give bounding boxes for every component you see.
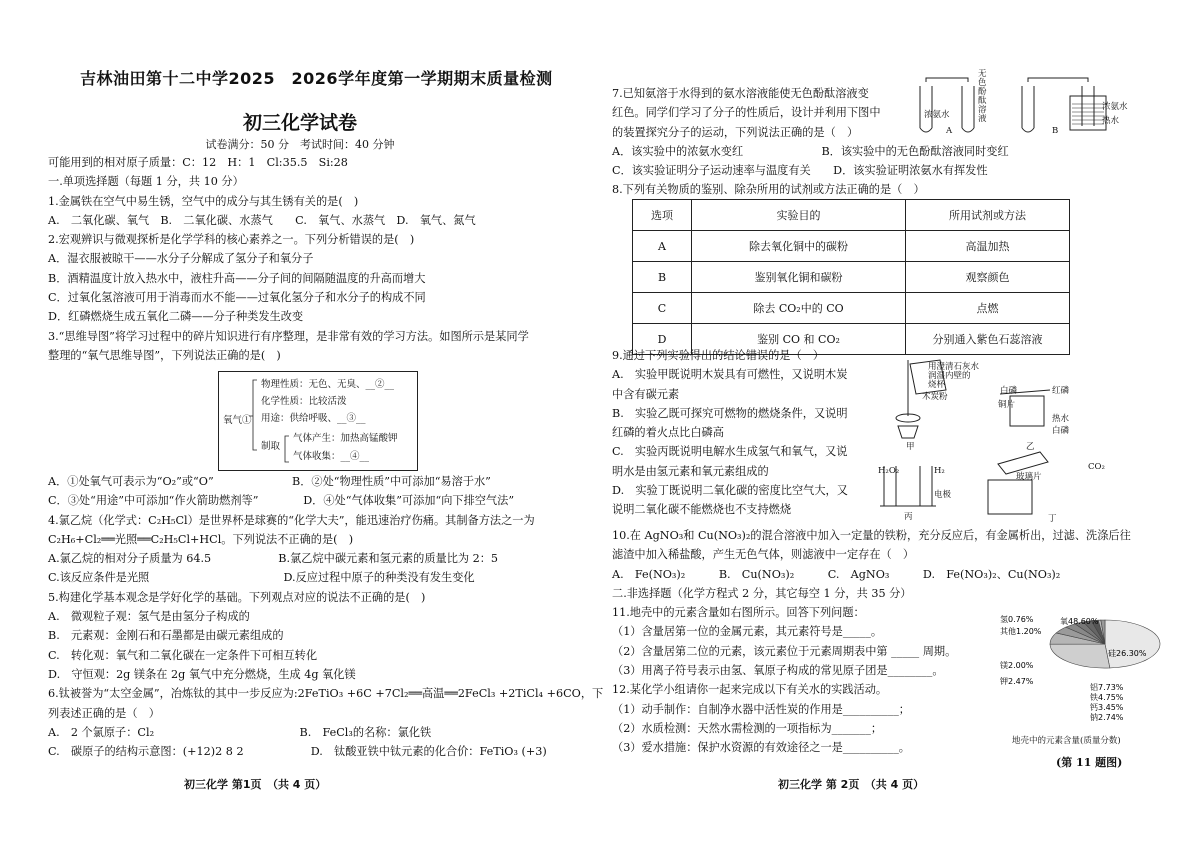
table-cell: B xyxy=(633,262,692,293)
fig9-label: 铜片 xyxy=(998,400,1016,410)
fig7-label: 热水 xyxy=(1102,116,1120,126)
text-line: D. 守恒观：2g 镁条在 2g 氧气中充分燃烧，生成 4g 氧化镁 xyxy=(48,667,356,681)
mindmap-item: 制取 xyxy=(261,441,281,452)
text-line: C．过氧化氢溶液可用于消毒而水不能——过氧化氢分子和水分子的构成不同 xyxy=(48,291,426,305)
text-line: 中含有碳元素 xyxy=(612,387,680,401)
text-line: 说明二氧化碳不能燃烧也不支持燃烧 xyxy=(612,503,792,517)
text-line: A. 实验甲既说明木炭具有可燃性，又说明木炭 xyxy=(612,368,848,382)
text-line: D. 实验丁既说明二氧化碳的密度比空气大，又 xyxy=(612,484,848,498)
fig9-label: CO₂ xyxy=(1088,462,1105,472)
table-cell: 鉴别 CO 和 CO₂ xyxy=(692,324,906,355)
table-header: 所用试剂或方法 xyxy=(906,200,1070,231)
text-line: C. 碳原子的结构示意图：(+12)2 8 2 D. 钛酸亚铁中钛元素的化合价：FeTiO₃ (+3) xyxy=(48,745,547,759)
paper-title: 初三化学试卷 xyxy=(242,112,357,134)
fig9-label: 用澄清石灰水 xyxy=(928,362,980,372)
crust-element-pie-chart xyxy=(1000,604,1180,744)
text-line: C. 实验丙既说明电解水生成氢气和氧气，又说 xyxy=(612,445,848,459)
table-cell: 点燃 xyxy=(906,293,1070,324)
text-line: A．①处氧气可表示为“O₂”或“O” B．②处“物理性质”中可添加“易溶于水” xyxy=(48,475,491,488)
text-line: （3）用离子符号表示由氢、氧原子构成的常见原子团是________。 xyxy=(612,664,944,678)
text-line: C．③处“用途”中可添加“作火箭助燃剂等” D．④处“气体收集”可添加“向下排空气法” xyxy=(48,494,515,508)
mindmap-item: 物理性质：无色、无臭、__②__ xyxy=(261,379,395,390)
pie-label: 氢0.76% xyxy=(1000,615,1034,624)
pie-label: 钠2.74% xyxy=(1090,713,1124,722)
fig9-label-bing: 丙 xyxy=(904,512,913,522)
text-line: 12.某化学小组请你一起来完成以下有关水的实践活动。 xyxy=(612,683,888,697)
fig9-label: 电极 xyxy=(934,490,952,500)
text-line: A. Fe(NO₃)₂ B. Cu(NO₃)₂ C. AgNO₃ D. Fe(NO₃)₂、Cu(NO₃)₂ xyxy=(612,567,1061,581)
fig7-label-a: A xyxy=(946,126,953,136)
text-line: 11.地壳中的元素含量如右图所示。回答下列问题： xyxy=(612,606,865,620)
mindmap-item: 气体收集：__④__ xyxy=(293,451,370,462)
text-line: （1）动手制作：自制净水器中活性炭的作用是__________； xyxy=(612,702,910,716)
text-line: （3）爱水措施：保护水资源的有效途径之一是__________。 xyxy=(612,741,910,755)
table-row xyxy=(633,293,1070,324)
text-line: 滤渣中加入稀盐酸，产生无色气体，则滤液中一定存在（ ） xyxy=(612,548,915,562)
text-line: D．红磷燃烧生成五氧化二磷——分子种类发生改变 xyxy=(48,310,304,324)
mindmap-item: 用途：供给呼吸、__③__ xyxy=(261,413,366,424)
table-row xyxy=(633,262,1070,293)
table-cell: 除去氧化铜中的碳粉 xyxy=(692,231,906,262)
school-title: 吉林油田第十二中学2025 2026学年度第一学期期末质量检测 xyxy=(80,69,553,88)
fig9-label: 白磷 xyxy=(1000,386,1018,396)
fig7-label: 浓氨水 xyxy=(1102,102,1128,112)
text-line: A．该实验中的浓氨水变红 B．该实验中的无色酚酞溶液同时变红 xyxy=(612,144,1009,158)
mindmap-root: 氧气① xyxy=(223,415,252,426)
text-line: C. 转化观：氧气和二氧化碳在一定条件下可相互转化 xyxy=(48,648,318,662)
text-line: 明水是由氢元素和氧元素组成的 xyxy=(612,464,769,478)
text-line: B. 实验乙既可探究可燃物的燃烧条件，又说明 xyxy=(612,406,848,420)
text-line: 红色。同学们学习了分子的性质后，设计并利用下图中 xyxy=(612,106,881,120)
text-line: C．该实验证明分子运动速率与温度有关 D．该实验证明浓氨水有挥发性 xyxy=(612,164,988,178)
table-cell: 分别通入紫色石蕊溶液 xyxy=(906,324,1070,355)
text-line: C.该反应条件是光照 D.反应过程中原子的种类没有发生变化 xyxy=(48,571,475,585)
fig9-label: 白磷 xyxy=(1052,426,1070,436)
text-line: 1.金属铁在空气中易生锈，空气中的成分与其生锈有关的是( ) xyxy=(48,194,359,208)
table-row xyxy=(633,231,1070,262)
footer-right: 初三化学 第 2页 （共 4 页） xyxy=(778,778,925,791)
text-line: 5.构建化学基本观念是学好化学的基础。下列观点对应的说法不正确的是( ) xyxy=(48,590,426,604)
fig9-label-ding: 丁 xyxy=(1048,514,1057,524)
fig9-label: 烧杯 xyxy=(928,380,946,390)
table-cell: 除去 CO₂中的 CO xyxy=(692,293,906,324)
paper-subtitle: 试卷满分：50 分 考试时间：40 分钟 xyxy=(205,138,395,151)
left-column-bottom xyxy=(48,472,604,761)
text-line: 3.“思维导图”将学习过程中的碎片知识进行有序整理，是非常有效的学习方法。如图所示是某同学 xyxy=(48,329,529,343)
text-line: B. 元素观：金刚石和石墨都是由碳元素组成的 xyxy=(48,629,284,643)
text-line: 7.已知氨溶于水得到的氨水溶液能使无色酚酞溶液变 xyxy=(612,87,869,100)
table-cell: 高温加热 xyxy=(906,231,1070,262)
table-header: 选项 xyxy=(633,200,692,231)
text-line: 的装置探究分子的运动，下列说法正确的是（ ） xyxy=(612,125,859,139)
table-cell: A xyxy=(633,231,692,262)
text-line: 可能用到的相对原子质量：C：12 H：1 Cl:35.5 Si:28 xyxy=(48,156,348,169)
text-line: A. 微观粒子观：氢气是由氢分子构成的 xyxy=(48,610,250,624)
pie-label: 铝7.73% xyxy=(1090,683,1124,692)
text-line: 红磷的着火点比白磷高 xyxy=(612,426,724,440)
table-header: 实验目的 xyxy=(692,200,906,231)
table-cell: 鉴别氧化铜和碳粉 xyxy=(692,262,906,293)
left-column-top xyxy=(48,153,593,365)
pie-label: 镁2.00% xyxy=(1000,661,1034,670)
text-line: 一.单项选择题（每题 1 分，共 10 分） xyxy=(48,175,244,189)
text-line: C₂H₆+Cl₂══光照══C₂H₅Cl+HCl。下列说法不正确的是( ) xyxy=(48,532,354,546)
chart-caption: (第 11 题图) xyxy=(1056,756,1123,769)
pie-slice-硅 xyxy=(1050,644,1110,668)
mindmap-item: 化学性质：比较活泼 xyxy=(261,396,347,407)
table-cell: 观察颜色 xyxy=(906,262,1070,293)
question8-table xyxy=(632,199,1070,355)
text-line: 整理的“氧气思维导图”，下列说法正确的是( ) xyxy=(48,348,281,362)
oxygen-mindmap xyxy=(218,371,418,471)
pie-label: 氧48.60% xyxy=(1060,617,1099,626)
chart-title: 地壳中的元素含量(质量分数) xyxy=(1012,736,1121,746)
fig7-label-b: B xyxy=(1052,126,1059,136)
pie-slice-氧 xyxy=(1105,620,1160,668)
question9-text xyxy=(612,346,872,520)
text-line: 8.下列有关物质的鉴别、除杂所用的试剂或方法正确的是（ ） xyxy=(612,183,925,197)
text-line: A. 2 个氯原子：Cl₂ B. FeCl₃的名称：氯化铁 xyxy=(48,725,432,739)
pie-label: 硅26.30% xyxy=(1108,649,1147,658)
text-line: A.氯乙烷的相对分子质量为 64.5 B.氯乙烷中碳元素和氢元素的质量比为 2：5 xyxy=(48,552,499,566)
fig7-label: 无色酚酞溶液 xyxy=(978,69,987,124)
footer-left: 初三化学 第1页 （共 4 页） xyxy=(184,778,327,791)
text-line: （2）水质检测：天然水需检测的一项指标为_______； xyxy=(612,721,883,735)
fig9-label: H₂O₂ xyxy=(878,466,900,476)
fig9-label: 玻璃片 xyxy=(1016,472,1042,482)
fig9-label: 润湿内壁的 xyxy=(928,371,971,381)
text-line: 9.通过下列实验得出的结论错误的是（ ） xyxy=(612,349,825,362)
text-line: A．湿衣服被晾干——水分子分解成了氢分子和氧分子 xyxy=(48,252,314,266)
text-line: B．酒精温度计放入热水中，液柱升高——分子间的间隔随温度的升高而增大 xyxy=(48,271,426,285)
text-line: 列表述正确的是（ ） xyxy=(48,706,160,720)
text-line: （2）含量居第二位的元素，该元素位于元素周期表中第 _____ 周期。 xyxy=(612,644,957,658)
text-line: （1）含量居第一位的金属元素，其元素符号是_____。 xyxy=(612,625,883,639)
fig9-label: 红磷 xyxy=(1052,386,1070,396)
text-line: 6.钛被誉为“太空金属”，冶炼钛的其中一步反应为:2FeTiO₃ +6C +7Cl₂══高温══2FeCl₃ +2TiCl₄ +6CO，下 xyxy=(48,687,604,701)
fig9-label: 热水 xyxy=(1052,414,1070,424)
fig9-label: 木炭粉 xyxy=(922,392,948,402)
text-line: 2.宏观辨识与微观探析是化学学科的核心素养之一。下列分析错误的是( ) xyxy=(48,233,415,247)
table-cell: D xyxy=(633,324,692,355)
fig9-label-jia: 甲 xyxy=(906,442,915,452)
pie-label: 铁4.75% xyxy=(1090,693,1124,702)
fig7-label: 浓氨水 xyxy=(924,110,950,120)
text-line: 10.在 AgNO₃和 Cu(NO₃)₂的混合溶液中加入一定量的铁粉，充分反应后，有金属析出，过滤、洗涤后往 xyxy=(612,529,1131,542)
pie-label: 其他1.20% xyxy=(1000,627,1042,636)
fig9-label-yi: 乙 xyxy=(1026,442,1035,452)
text-line: 二.非选择题（化学方程式 2 分，其它每空 1 分，共 35 分） xyxy=(612,586,912,600)
table-cell: C xyxy=(633,293,692,324)
pie-label: 钙3.45% xyxy=(1090,703,1124,712)
pie-label: 钾2.47% xyxy=(1000,677,1034,686)
text-line: 4.氯乙烷（化学式：C₂H₅Cl）是世界杯是球赛的“化学大夫”，能迅速治疗伤痛。其制备方法之一为 xyxy=(48,513,535,527)
text-line: A. 二氧化碳、氧气 B. 二氧化碳、水蒸气 C. 氧气、水蒸气 D. 氧气、氮气 xyxy=(48,213,476,227)
fig9-label: H₂ xyxy=(934,466,945,476)
mindmap-item: 气体产生：加热高锰酸钾 xyxy=(293,433,398,444)
